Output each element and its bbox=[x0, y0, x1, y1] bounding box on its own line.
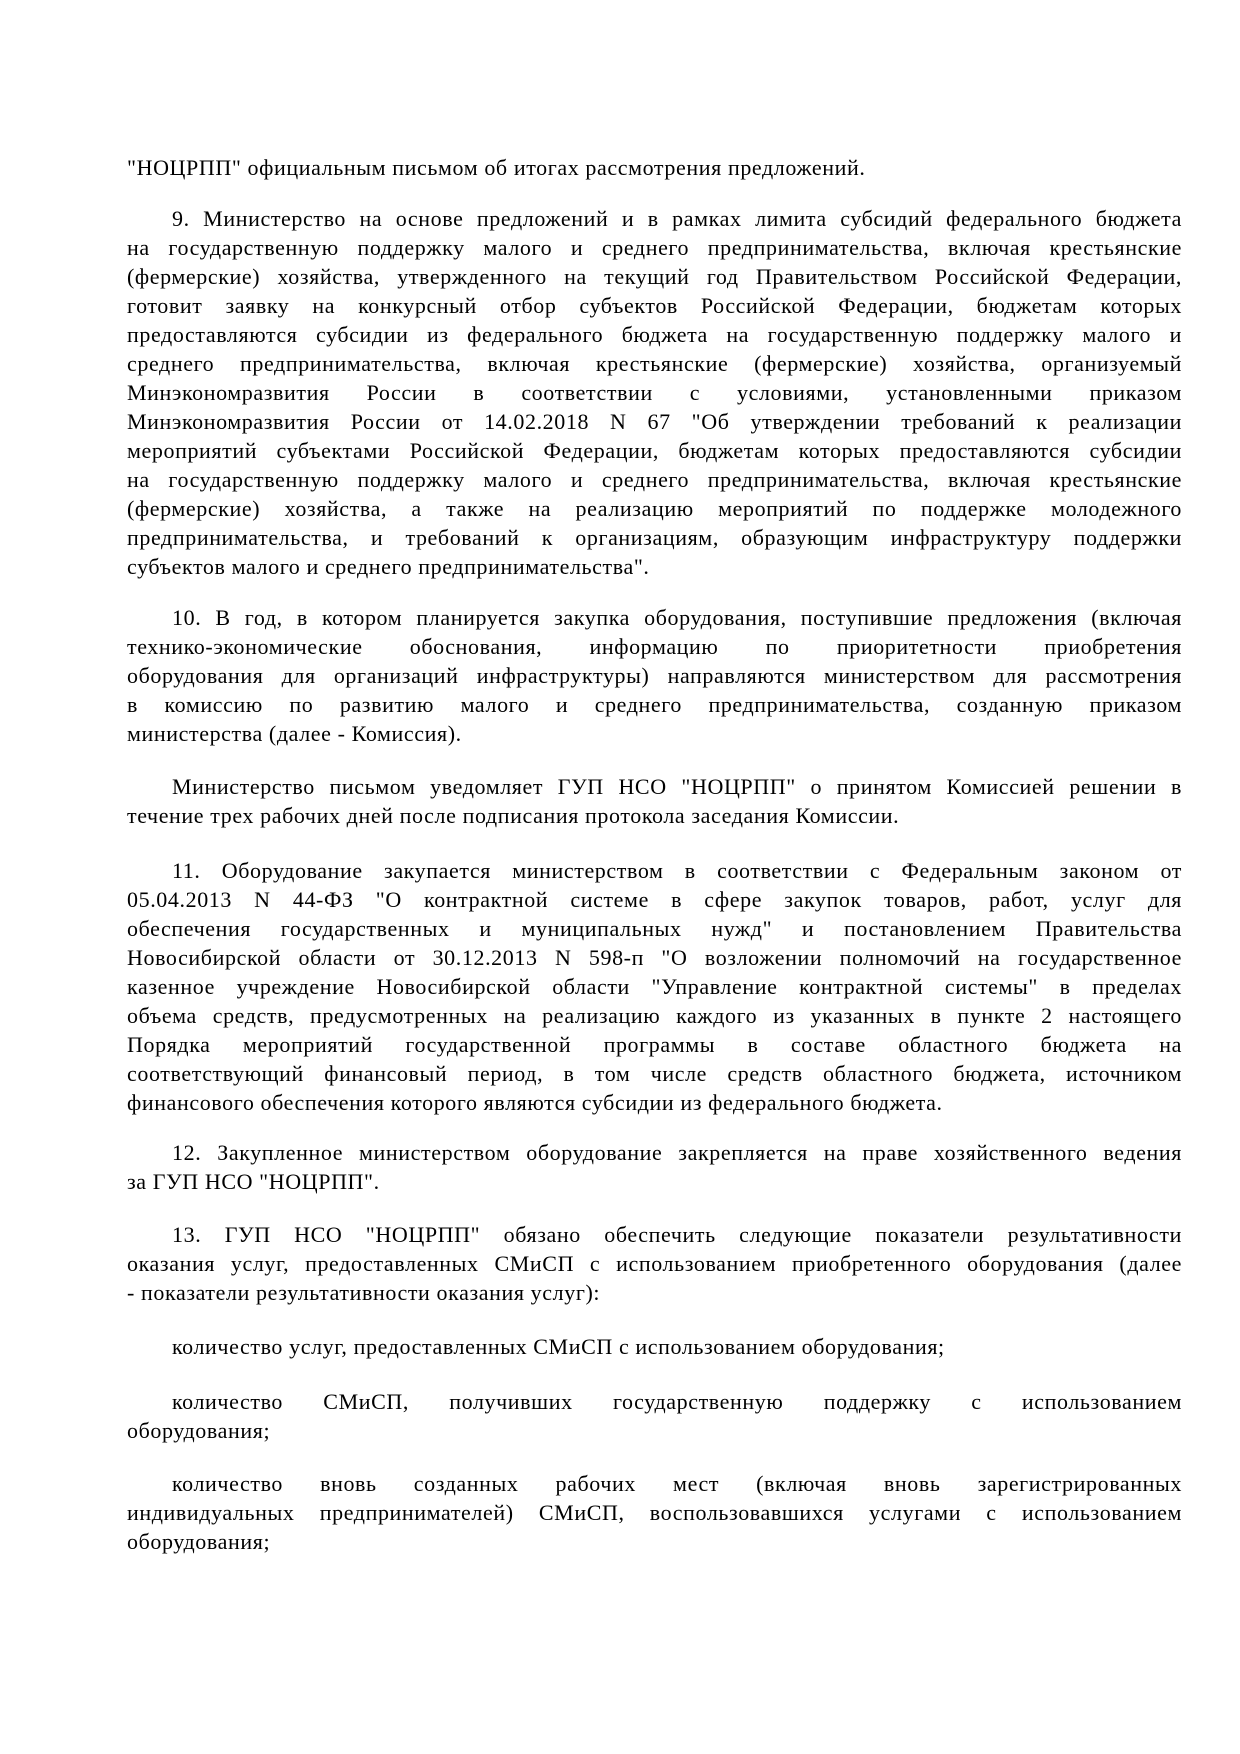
text-line: (фермерские) хозяйства, утвержденного на текущий год Правительством Российской Федерации, bbox=[127, 264, 1182, 289]
text-line: на государственную поддержку малого и среднего предпринимательства, включая крестьянские bbox=[127, 467, 1182, 492]
text-line: количество вновь созданных рабочих мест (включая вновь зарегистрированных bbox=[172, 1471, 1182, 1496]
text-line: 12. Закупленное министерством оборудование закрепляется на праве хозяйственного ведения bbox=[172, 1140, 1182, 1165]
text-line: министерства (далее - Комиссия). bbox=[127, 721, 462, 746]
text-line: среднего предпринимательства, включая крестьянские (фермерские) хозяйства, организуемый bbox=[127, 351, 1182, 376]
paragraph bbox=[127, 772, 1182, 830]
text-line: Новосибирской области от 30.12.2013 N 598-п "О возложении полномочий на государственное bbox=[127, 945, 1182, 970]
paragraph bbox=[127, 1469, 1182, 1556]
paragraph bbox=[127, 603, 1182, 748]
text-line: Минэкономразвития России от 14.02.2018 N 67 "Об утверждении требований к реализации bbox=[127, 409, 1182, 434]
text-line: 05.04.2013 N 44-ФЗ "О контрактной системе в сфере закупок товаров, работ, услуг для bbox=[127, 887, 1182, 912]
paragraph bbox=[127, 153, 1182, 182]
text-line: оборудования; bbox=[127, 1529, 271, 1554]
text-line: соответствующий финансовый период, в том числе средств областного бюджета, источником bbox=[127, 1061, 1182, 1086]
text-line: Министерство письмом уведомляет ГУП НСО "НОЦРПП" о принятом Комиссией решении в bbox=[172, 774, 1182, 799]
text-line: Порядка мероприятий государственной программы в составе областного бюджета на bbox=[127, 1032, 1182, 1057]
text-line: индивидуальных предпринимателей) СМиСП, воспользовавшихся услугами с использованием bbox=[127, 1500, 1182, 1525]
text-line: обеспечения государственных и муниципальных нужд" и постановлением Правительства bbox=[127, 916, 1182, 941]
text-line: (фермерские) хозяйства, а также на реализацию мероприятий по поддержке молодежного bbox=[127, 496, 1182, 521]
text-line: количество СМиСП, получивших государственную поддержку с использованием bbox=[172, 1389, 1182, 1414]
text-line: 11. Оборудование закупается министерством в соответствии с Федеральным законом от bbox=[172, 858, 1182, 883]
text-line: финансового обеспечения которого являются субсидии из федерального бюджета. bbox=[127, 1090, 943, 1115]
text-line: на государственную поддержку малого и среднего предпринимательства, включая крестьянские bbox=[127, 235, 1182, 260]
text-line: 13. ГУП НСО "НОЦРПП" обязано обеспечить следующие показатели результативности bbox=[172, 1222, 1182, 1247]
text-line: течение трех рабочих дней после подписания протокола заседания Комиссии. bbox=[127, 803, 900, 828]
text-line: количество услуг, предоставленных СМиСП с использованием оборудования; bbox=[172, 1334, 945, 1359]
text-line: оборудования для организаций инфраструктуры) направляются министерством для рассмотрения bbox=[127, 663, 1182, 688]
text-line: казенное учреждение Новосибирской области "Управление контрактной системы" в пределах bbox=[127, 974, 1182, 999]
text-line: "НОЦРПП" официальным письмом об итогах рассмотрения предложений. bbox=[127, 155, 866, 180]
text-line: в комиссию по развитию малого и среднего предпринимательства, созданную приказом bbox=[127, 692, 1182, 717]
text-line: оборудования; bbox=[127, 1418, 271, 1443]
text-line: 9. Министерство на основе предложений и в рамках лимита субсидий федерального бюджета bbox=[172, 206, 1182, 231]
paragraph bbox=[127, 1332, 1182, 1361]
paragraph bbox=[127, 1138, 1182, 1196]
text-line: предоставляются субсидии из федерального бюджета на государственную поддержку малого и bbox=[127, 322, 1182, 347]
text-line: Минэкономразвития России в соответствии с условиями, установленными приказом bbox=[127, 380, 1182, 405]
text-line: технико-экономические обоснования, информацию по приоритетности приобретения bbox=[127, 634, 1182, 659]
text-line: предпринимательства, и требований к организациям, образующим инфраструктуру поддержки bbox=[127, 525, 1182, 550]
text-line: - показатели результативности оказания услуг): bbox=[127, 1280, 601, 1305]
text-line: мероприятий субъектами Российской Федерации, бюджетам которых предоставляются субсидии bbox=[127, 438, 1182, 463]
text-line: готовит заявку на конкурсный отбор субъектов Российской Федерации, бюджетам которых bbox=[127, 293, 1182, 318]
paragraph bbox=[127, 1387, 1182, 1445]
text-line: оказания услуг, предоставленных СМиСП с использованием приобретенного оборудования (далее bbox=[127, 1251, 1182, 1276]
paragraph bbox=[127, 1220, 1182, 1307]
text-line: субъектов малого и среднего предпринимательства". bbox=[127, 554, 650, 579]
text-line: объема средств, предусмотренных на реализацию каждого из указанных в пункте 2 настоящего bbox=[127, 1003, 1182, 1028]
paragraph bbox=[127, 856, 1182, 1117]
paragraph bbox=[127, 204, 1182, 581]
text-line: за ГУП НСО "НОЦРПП". bbox=[127, 1169, 380, 1194]
text-line: 10. В год, в котором планируется закупка оборудования, поступившие предложения (включая bbox=[172, 605, 1182, 630]
